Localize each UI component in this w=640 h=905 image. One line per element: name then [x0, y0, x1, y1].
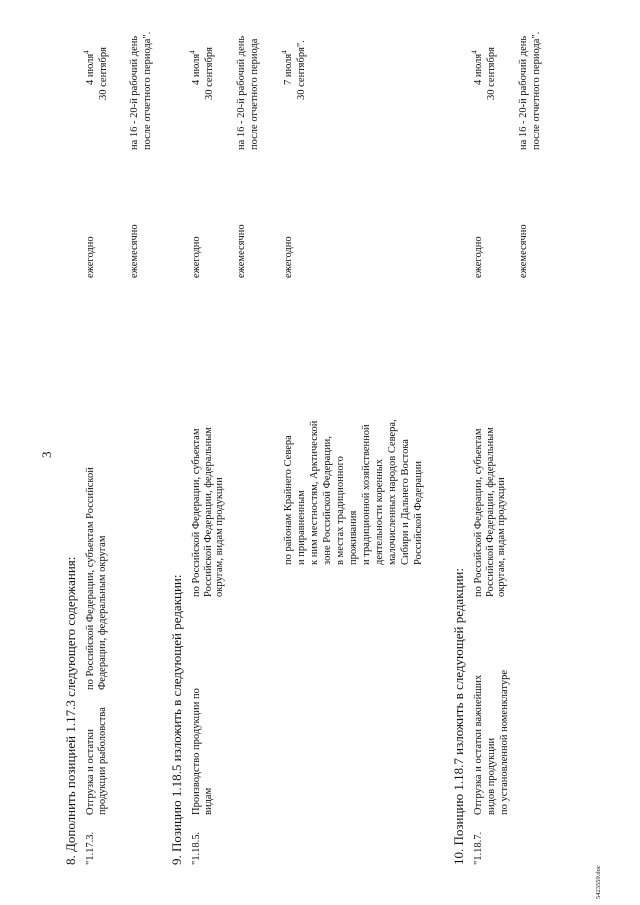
section-10-monthly-deadline-line2: после отчетного периода".: [531, 31, 542, 150]
section-9-north-line1: по районам Крайнего Севера: [283, 435, 294, 565]
section-10-code: "1.18.7.: [473, 831, 484, 865]
section-8-heading: 8. Дополнить позицией 1.17.3 следующего содержания:: [63, 556, 78, 865]
section-8-deadline-line2: 30 сентября: [98, 47, 109, 100]
section-8-code: "1.17.3.: [85, 831, 96, 865]
section-8-deadline-line1: 4 июля$^4$: [82, 50, 96, 85]
section-9-north-line9: малочисленных народов Севера,: [387, 419, 398, 565]
section-10-periodicity-monthly: ежемесячно: [518, 224, 529, 278]
section-9-deadline-line2: 30 сентября: [204, 47, 215, 100]
section-10-name-line3: по установленной номенклатуре: [499, 669, 510, 815]
section-9-north-line11: Российской Федерации: [413, 461, 424, 565]
section-10-monthly-deadline-line1: на 16 - 20-й рабочий день: [518, 35, 529, 150]
section-9-code: "1.18.5.: [191, 831, 202, 865]
section-9-north-line4: зоне Российской Федерации,: [322, 436, 333, 565]
section-8-periodicity-annual: ежегодно: [85, 236, 96, 278]
section-10-name-line1: Отгрузка и остатки важнейших: [473, 674, 484, 815]
section-8-monthly-deadline-line1: на 16 - 20-й рабочий день: [129, 35, 140, 150]
section-9-periodicity-monthly: ежемесячно: [236, 224, 247, 278]
section-10-deadline-line1: 4 июля$^4$: [470, 50, 484, 85]
section-8-level: по Российской Федерации, субъектам Российской Федерации, федеральным округам: [85, 467, 108, 690]
page-number: 3: [39, 451, 54, 458]
section-9-north-line2: и приравненным: [296, 490, 307, 565]
section-9-periodicity-annual: ежегодно: [191, 236, 202, 278]
section-9-name: Производство продукции по видам: [191, 688, 214, 815]
section-8-periodicity-monthly: ежемесячно: [129, 224, 140, 278]
footer-document-code: 5423559.doc: [595, 865, 602, 899]
section-9-north-line5: в местах традиционного: [335, 456, 346, 565]
section-9-heading: 9. Позицию 1.18.5 изложить в следующей редакции:: [169, 574, 184, 865]
section-9-monthly-deadline-line1: на 16 - 20-й рабочий день: [236, 35, 247, 150]
section-9-north-deadline-line1: 7 июля$^4$: [280, 50, 294, 85]
section-9-north-deadline-line2: 30 сентября".: [296, 40, 307, 100]
section-9-deadline-line1: 4 июля$^4$: [188, 50, 202, 85]
section-10-periodicity-annual: ежегодно: [473, 236, 484, 278]
section-9-north-line6: проживания: [348, 510, 359, 565]
section-10-deadline-line2: 30 сентября: [486, 47, 497, 100]
section-10-level: по Российской Федерации, субъектам Российской Федерации, федеральным округам, видам продукции: [473, 427, 507, 597]
section-9-north-line7: и традиционной хозяйственной: [361, 424, 372, 565]
section-8-monthly-deadline-line2: после отчетного периода".: [142, 31, 153, 150]
section-9-monthly-deadline-line2: после отчетного периода: [249, 38, 260, 150]
section-9-north-periodicity: ежегодно: [283, 236, 294, 278]
section-9-north-line3: к ним местностям, Арктической: [309, 420, 320, 565]
section-9-level: по Российской Федерации, субъектам Российской Федерации, федеральным округам, видам продукции: [191, 427, 225, 597]
section-8-name: Отгрузка и остатки продукции рыболовства: [85, 707, 108, 815]
section-10-name-line2: видов продукции: [486, 737, 497, 815]
section-9-north-line8: деятельности коренных: [374, 458, 385, 565]
section-10-heading: 10. Позицию 1.18.7 изложить в следующей редакции:: [451, 567, 466, 865]
section-9-north-line10: Сибири и Дальнего Востока: [400, 439, 411, 565]
